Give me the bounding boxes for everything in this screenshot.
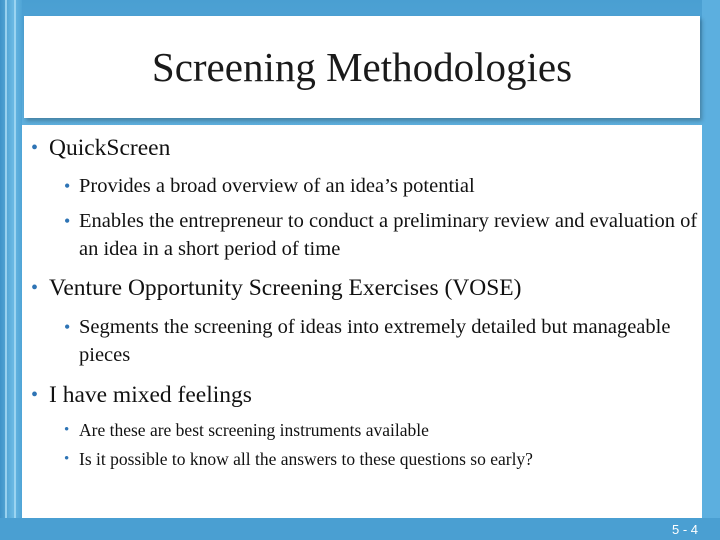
bullet-quickscreen: • QuickScreen [24,134,702,162]
bullet-list [24,134,702,470]
bullet-vose: • Venture Opportunity Screening Exercises (VOSE) [24,274,702,302]
frame-right [702,0,720,540]
page-number: 5 - 4 [671,522,698,537]
bullet-overview: • Provides a broad overview of an idea’s potential [24,172,702,200]
frame-stripe [14,0,16,540]
frame-stripe [5,0,7,540]
slide-title: Screening Methodologies [151,44,573,90]
frame-left [0,0,22,540]
bullet-mixed-feelings: • I have mixed feelings [24,381,702,409]
frame-bottom [0,518,720,540]
content-box [24,126,702,518]
bullet-enables: • Enables the entrepreneur to conduct a preliminary review and evaluation of an idea in a short period of time [24,207,702,263]
bullet-segments: • Segments the screening of ideas into extremely detailed but manageable pieces [24,313,702,369]
bullet-know-answers: • Is it possible to know all the answers to these questions so early? [24,448,702,470]
bullet-best-instruments: • Are these are best screening instruments available [24,419,702,441]
title-box [24,16,700,118]
